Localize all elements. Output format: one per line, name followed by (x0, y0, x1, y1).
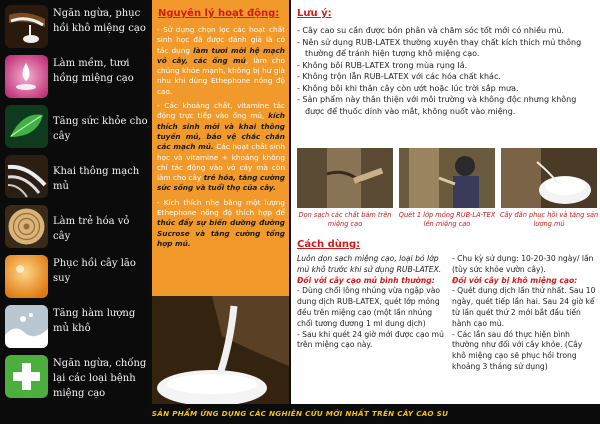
principle-highlight: thúc đẩy sự biến dưỡng đường Sucrose và tăng cường tổng hợp mủ. (157, 218, 285, 248)
latex-drip-icon (5, 5, 48, 48)
step-photo-clean (297, 148, 393, 208)
usage-right (452, 254, 597, 373)
step-caption: Quét 1 lớp mỏng RUB-LA-TEX lên miệng cạo (398, 211, 496, 228)
steps-photos (297, 148, 597, 232)
note-item: - Nên sử dụng RUB-LATEX thường xuyên thay chất kích thích mủ thông thường để tránh hiện tượng khô miệng cạo. (297, 37, 582, 58)
principle-paragraph (157, 25, 285, 97)
principle-highlight: làm tươi mới hệ mạch vỏ cây, các ống mủ (157, 45, 286, 65)
usage-title: Cách dùng: (297, 239, 361, 250)
benefit-item (3, 302, 149, 350)
usage-step: - Sau khi quét 24 giờ mới được cạo mủ trên miệng cạo này. (297, 329, 444, 350)
latex-photo (152, 296, 289, 404)
usage-left (297, 254, 447, 351)
latex-splash-icon (5, 305, 48, 348)
principle-highlight: trẻ hóa, tăng cường sức sống và tuổi thọ của cây. (157, 173, 285, 193)
green-cross-icon (5, 355, 48, 398)
note-item: - Không bôi RUB-LATEX trong mùa rụng lá. (297, 60, 468, 70)
principle-text: - Các khoáng chất, vitamine tác động trực tiếp vào ống mủ, (157, 101, 285, 121)
step-photo-recover (501, 148, 597, 208)
benefit-label: Ngăn ngừa, phục hồi khô miệng cạo (53, 8, 146, 34)
orange-drop-icon (5, 255, 48, 298)
principle-title: Nguyên lý hoạt động: (158, 8, 280, 19)
principle-text: , làm cho chúng khỏe mạnh, không bị hư già nhu khi dùng Ethephone nồng độ cao. (157, 55, 285, 96)
benefit-item (3, 52, 149, 100)
principle-text: - Sử dụng chọn lọc các hoạt chất sinh học đã được đánh giá là có tác dụng (157, 25, 285, 55)
step-photo-apply (399, 148, 495, 208)
benefit-item (3, 202, 149, 250)
principle-paragraph (157, 101, 285, 194)
benefit-label: Tăng sức khỏe cho cây (53, 116, 148, 142)
leaf-icon (5, 105, 48, 148)
principle-body (157, 25, 285, 253)
benefit-item (3, 352, 149, 400)
benefit-label: Khai thông mạch mủ (53, 166, 140, 192)
usage-step: - Quét dung dịch lần thứ nhất. Sau 10 ngày, quét tiếp lần hai. Sau 24 giờ kể từ lần quét thứ 2 mới bắt đầu tiến hành cạo mủ. (452, 286, 596, 328)
benefit-label: Làm mềm, tươi hồng miệng cạo (53, 58, 134, 84)
usage-step: - Các lần sau đó thực hiện bình thường như đối với cây khỏe. (Cây khô miệng cạo sẽ phục hồi trong khoảng 3 tháng sử dụng) (452, 329, 583, 371)
principle-paragraph (157, 198, 285, 249)
usage-step: - Chu kỳ sử dụng: 10-20-30 ngày/ lần (tùy sức khỏe vườn cây). (452, 254, 594, 274)
usage-subtitle-dry: Đối với cây bị khô miệng cạo: (452, 275, 578, 285)
benefit-label: Phục hồi cây lão suy (53, 258, 136, 284)
principle-highlight: kích thích sinh mới và khai thông tuyến mủ, bảo vệ chắc chắn các mạch mủ. (157, 111, 285, 152)
step-caption: Dọn sạch các chất bám trên miệng cạo (298, 211, 392, 228)
tree-rings-icon (5, 205, 48, 248)
benefit-item (3, 152, 149, 200)
note-item: - Không trộn lẫn RUB-LATEX với các hóa chất khác. (297, 72, 501, 81)
latex-flow-icon (5, 155, 48, 198)
benefit-item (3, 252, 149, 300)
notes-list (297, 25, 595, 117)
principle-text: Các hoạt chất sinh học và vitamine + khoáng không chỉ tác động vào vỏ cây mà còn làm cho cây (157, 142, 286, 183)
milk-drop-icon (5, 55, 48, 98)
note-item: - Cây cao su cần được bón phân và chăm sóc tốt mới có nhiều mủ. (297, 26, 565, 35)
usage-subtitle-normal: Đối với cây cạo mủ bình thường: (297, 275, 435, 285)
notes-title: Lưu ý: (297, 8, 332, 19)
benefit-label: Làm trẻ hóa vỏ cây (53, 216, 130, 242)
note-item: - Không bôi khi thân cây còn ướt hoặc lúc trời sắp mưa. (297, 83, 519, 93)
benefit-item (3, 102, 149, 150)
benefits-column (0, 0, 150, 404)
usage-step: - Dùng chổi lông nhúng vừa ngập vào dung dịch RUB-LATEX, quét lớp mỏng đều trên miệng cạo (một lần nhúng chổi tương đương 1 ml dung dịch) (297, 286, 440, 328)
notes-column (291, 0, 600, 404)
principle-text: - Kích thích nhẹ bằng một lượng Ethephone nồng độ thích hợp để (157, 197, 285, 218)
note-item: - Sản phẩm này thân thiện với môi trường và không độc nhưng không được để thuốc dính vào mắt, không nuốt vào miệng. (297, 95, 577, 116)
usage-intro: Luôn dọn sạch miệng cạo, loại bỏ lớp mủ khô trước khi sử dụng RUB-LATEX. (297, 254, 442, 274)
footer-slogan: SẢN PHẨM ỨNG DỤNG CÁC NGHIÊN CỨU MỚI NHẤT TRÊN CÂY CAO SU (151, 409, 449, 418)
principle-column (152, 0, 289, 404)
benefit-label: Ngăn ngừa, chống lại các loại bệnh miệng cạo (53, 358, 147, 399)
footer-bar (0, 404, 600, 424)
step-caption: Cây đãn phục hồi và tăng sản lượng mủ (499, 211, 599, 228)
benefit-label: Tăng hàm lượng mủ khô (53, 308, 136, 334)
benefit-item (3, 2, 149, 50)
